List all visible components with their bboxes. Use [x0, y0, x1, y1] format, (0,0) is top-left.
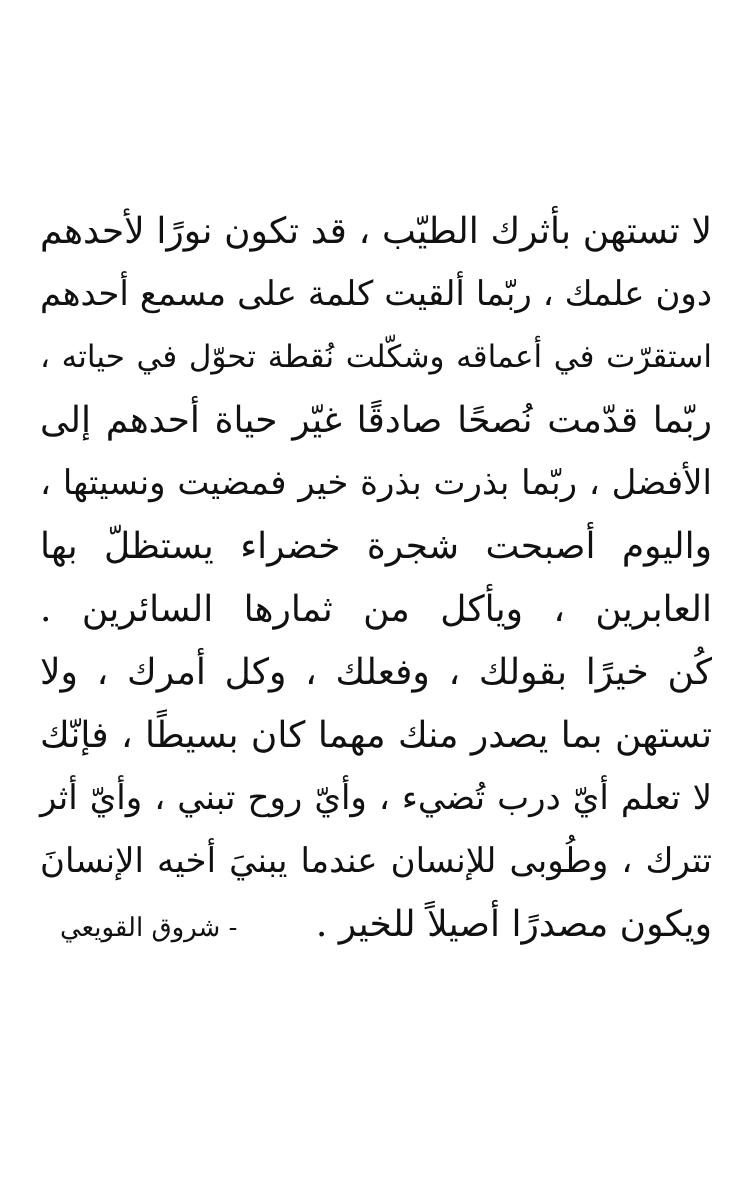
closing-line: ويكون مصدرًا أصيلاً للخير . [315, 904, 712, 945]
quote-line: لا تستهن بأثرك الطيّب ، قد تكون نورًا لأحدهم [40, 211, 712, 252]
quote-line: لا تعلم أيّ درب تُضيء ، وأيّ روح تبني ، وأيّ أثر [40, 778, 712, 818]
quote-line: واليوم أصبحت شجرة خضراء يستظلّ بها [40, 526, 712, 567]
quote-line: ربّما قدّمت نُصحًا صادقًا غيّر حياة أحدهم إلى [40, 400, 712, 441]
quote-line: كُن خيرًا بقولك ، وفعلك ، وكل أمرك ، ولا [40, 652, 712, 693]
quote-line: تستهن بما يصدر منك مهما كان بسيطًا ، فإنّك [40, 715, 712, 756]
quote-line: دون علمك ، ربّما ألقيت كلمة على مسمع أحدهم [40, 274, 712, 314]
signature-row [40, 893, 712, 956]
quote-line: العابرين ، ويأكل من ثمارها السائرين . [40, 589, 712, 630]
quote-line: تترك ، وطُوبى للإنسان عندما يبنيَ أخيه الإنسانَ [40, 841, 712, 881]
quote-line: استقرّت في أعماقه وشكّلت نُقطة تحوّل في حياته ، [40, 339, 712, 375]
quote-text [40, 200, 712, 956]
author-signature: - شروق القويعي [60, 913, 238, 943]
quote-line: الأفضل ، ربّما بذرت بذرة خير فمضيت ونسيتها ، [40, 463, 712, 503]
